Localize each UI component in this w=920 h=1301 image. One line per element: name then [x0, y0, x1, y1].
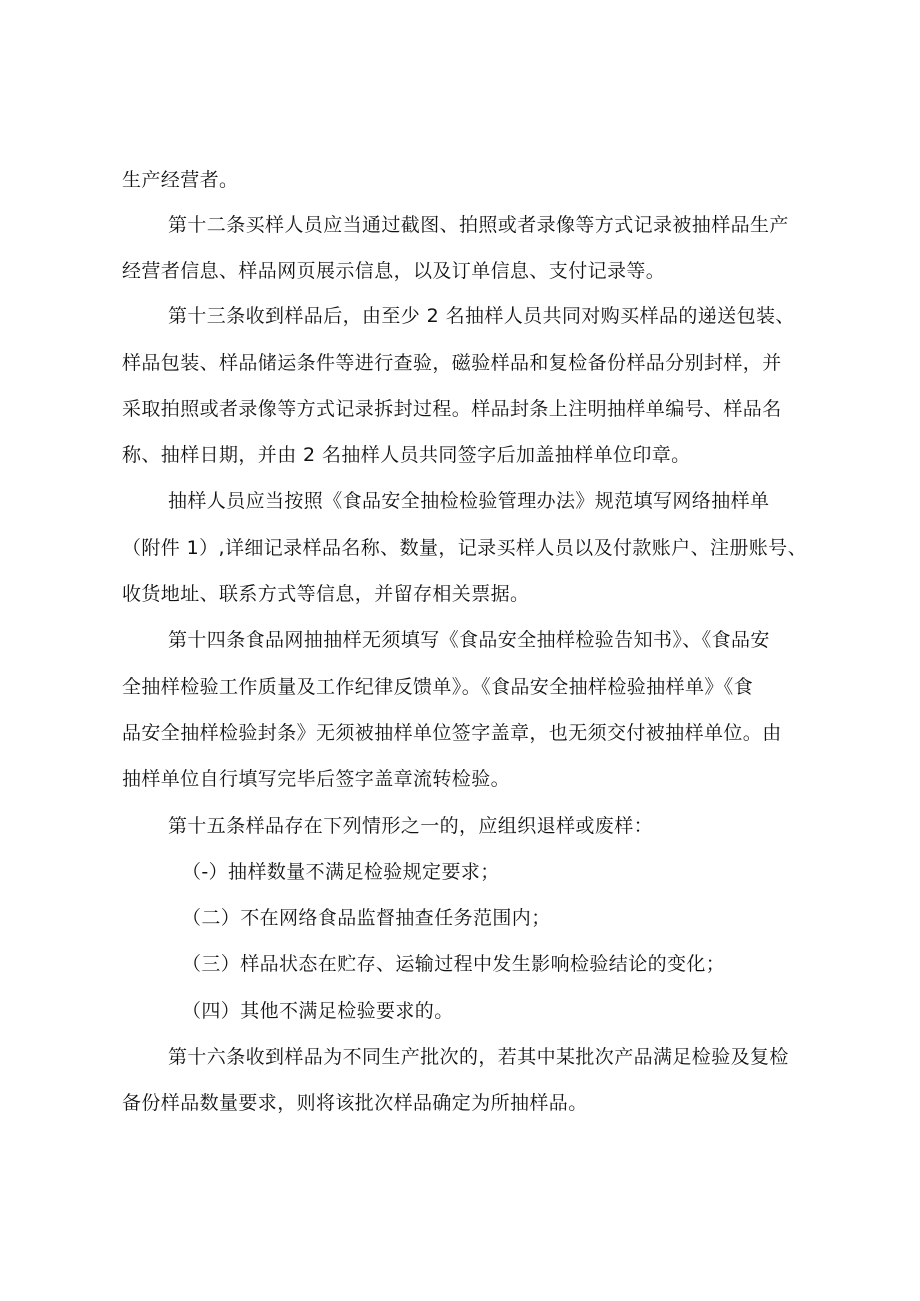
article-12-line-1: 第十二条买样人员应当通过截图、拍照或者录像等方式记录被抽样品生产: [168, 214, 789, 236]
article-15-heading: 第十五条样品存在下列情形之一的，应组织退样或废样：: [168, 815, 654, 837]
article-13-line-3: 采取拍照或者录像等方式记录拆封过程。样品封条上注明抽样单编号、样品名: [122, 398, 782, 420]
article-13-line-1: 第十三条收到样品后，由至少 2 名抽样人员共同对购买样品的递送包装、: [168, 305, 795, 327]
article-16-line-1: 第十六条收到样品为不同生产批次的，若其中某批次产品满足检验及复检: [168, 1046, 789, 1068]
article-12-line-2: 经营者信息、样品网页展示信息，以及订单信息、支付记录等。: [122, 260, 666, 282]
article-14-line-1: 第十四条食品网抽抽样无须填写《食品安全抽样检验告知书》、《食品安: [168, 629, 770, 651]
article-15-item-3: （三）样品状态在贮存、运输过程中发生影响检验结论的变化；: [182, 953, 726, 975]
article-13-line-4: 称、抽样日期，并由 2 名抽样人员共同签字后加盖抽样单位印章。: [122, 444, 691, 466]
article-13-line-2: 样品包装、样品储运条件等进行查验，磁验样品和复检备份样品分别封样，并: [122, 352, 782, 374]
article-14-line-4: 抽样单位自行填写完毕后签字盖章流转检验。: [122, 768, 511, 790]
sampling-paragraph-line-1: 抽样人员应当按照《食品安全抽检检验管理办法》规范填写网络抽样单: [168, 490, 770, 512]
sampling-paragraph-line-2: （附件 1）,详细记录样品名称、数量，记录买样人员以及付款账户、注册账号、: [122, 537, 807, 559]
article-14-line-3: 品安全抽样检验封条》无须被抽样单位签字盖章，也无须交付被抽样单位。由: [122, 722, 782, 744]
text-line-continuation: 生产经营者。: [122, 169, 239, 191]
article-14-line-2: 全抽样检验工作质量及工作纪律反馈单》。《食品安全抽样检验抽样单》《食: [122, 676, 754, 698]
sampling-paragraph-line-3: 收货地址、联系方式等信息，并留存相关票据。: [122, 583, 530, 605]
article-15-item-4: （四）其他不满足检验要求的。: [182, 1000, 454, 1022]
article-16-line-2: 备份样品数量要求，则将该批次样品确定为所抽样品。: [122, 1092, 588, 1114]
article-15-item-2: （二）不在网络食品监督抽查任务范围内；: [182, 907, 551, 929]
article-15-item-1: （-）抽样数量不满足检验规定要求；: [182, 861, 500, 883]
